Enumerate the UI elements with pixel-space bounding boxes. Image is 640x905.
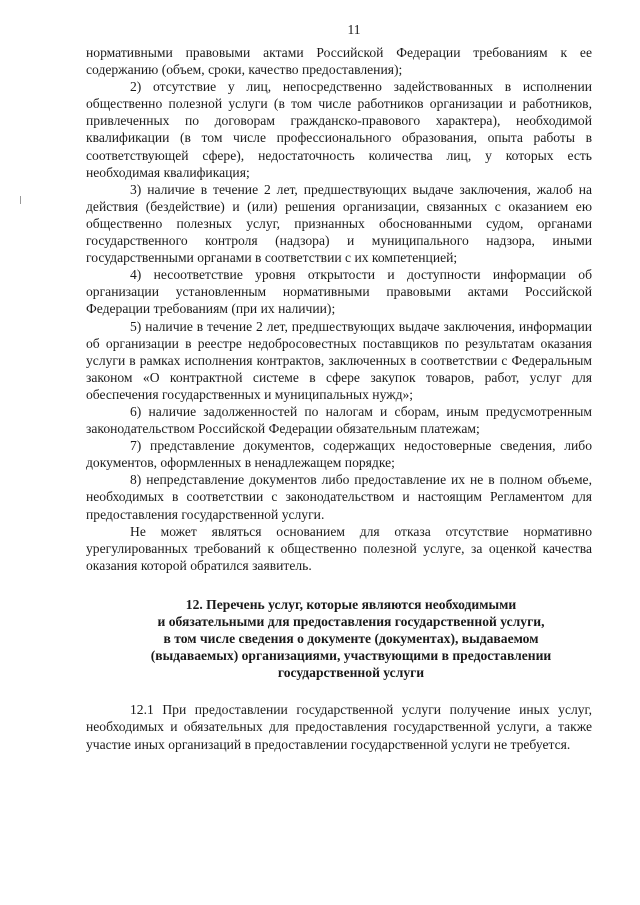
scan-margin-mark (20, 196, 21, 204)
page-number: 11 (347, 22, 361, 37)
paragraph-item-6: 6) наличие задолженностей по налогам и сборам, иным предусмотренным законодательством Российской Федерации обязательным платежам; (86, 403, 592, 437)
heading-line: (выдаваемых) организациями, участвующими в предоставлении (150, 648, 552, 664)
paragraph-item-2: 2) отсутствие у лиц, непосредственно задействованных в исполнении общественно полезной услуги (в том числе работников организации и работников, привлеченных по договорам гражданско-правового характера), необходимой квалификации (в том числе профессионального образования, опыта работы в соответствующей сфере), недостаточность количества лиц, у которых есть необходимая квалификация; (86, 79, 592, 180)
heading-line: и обязательными для предоставления государственной услуги, (157, 614, 545, 629)
paragraph-item-3: 3) наличие в течение 2 лет, предшествующих выдаче заключения, жалоб на действия (бездействие) и (или) решения организации, связанных с оказанием ею общественно полезных услуг, признанных обоснованными судом, органами государственного контроля (надзора) и муниципального надзора, иными государственными органами в соответствии с их компетенцией; (86, 181, 592, 266)
heading-line: государственной услуги (277, 665, 425, 681)
paragraph-item-7: 7) представление документов, содержащих недостоверные сведения, либо документов, оформленных в ненадлежащем порядке; (86, 438, 592, 471)
paragraph-item-8: 8) непредставление документов либо предоставление их не в полном объеме, необходимых в соответствии с законодательством и настоящим Регламентом для предоставления государственной услуги. (86, 472, 592, 522)
paragraph-item-4: 4) несоответствие уровня открытости и доступности информации об организации установленным нормативными правовыми актами Российской Федерации требованиям (при их наличии); (86, 267, 592, 317)
document-body (86, 44, 592, 753)
section-heading-12 (86, 596, 592, 681)
heading-line: 12. Перечень услуг, которые являются необходимыми (185, 596, 517, 612)
paragraph-item-5: 5) наличие в течение 2 лет, предшествующих выдаче заключения, информации об организации в реестре недобросовестных поставщиков по результатам оказания услуги в рамках исполнения контрактов, заключенных в соответствии с Федеральным законом «О контрактной системе в сфере закупок товаров, работ, услуг для обеспечения государственных и муниципальных нужд»; (86, 318, 592, 402)
paragraph-continuation: нормативными правовыми актами Российской Федерации требованиям к ее содержанию (объем, сроки, качество предоставления); (86, 45, 592, 78)
paragraph-not-grounds: Не может являться основанием для отказа отсутствие нормативно урегулированных требований к общественно полезной услуге, за оценкой качества оказания которой обратился заявитель. (86, 523, 592, 573)
heading-line: в том числе сведения о документе (документах), выдаваемом (163, 631, 539, 647)
paragraph-12-1: 12.1 При предоставлении государственной услуги получение иных услуг, необходимых и обязательных для предоставления государственной услуги, а также участие иных организаций в предоставлении государственной услуги не требуется. (86, 702, 592, 752)
